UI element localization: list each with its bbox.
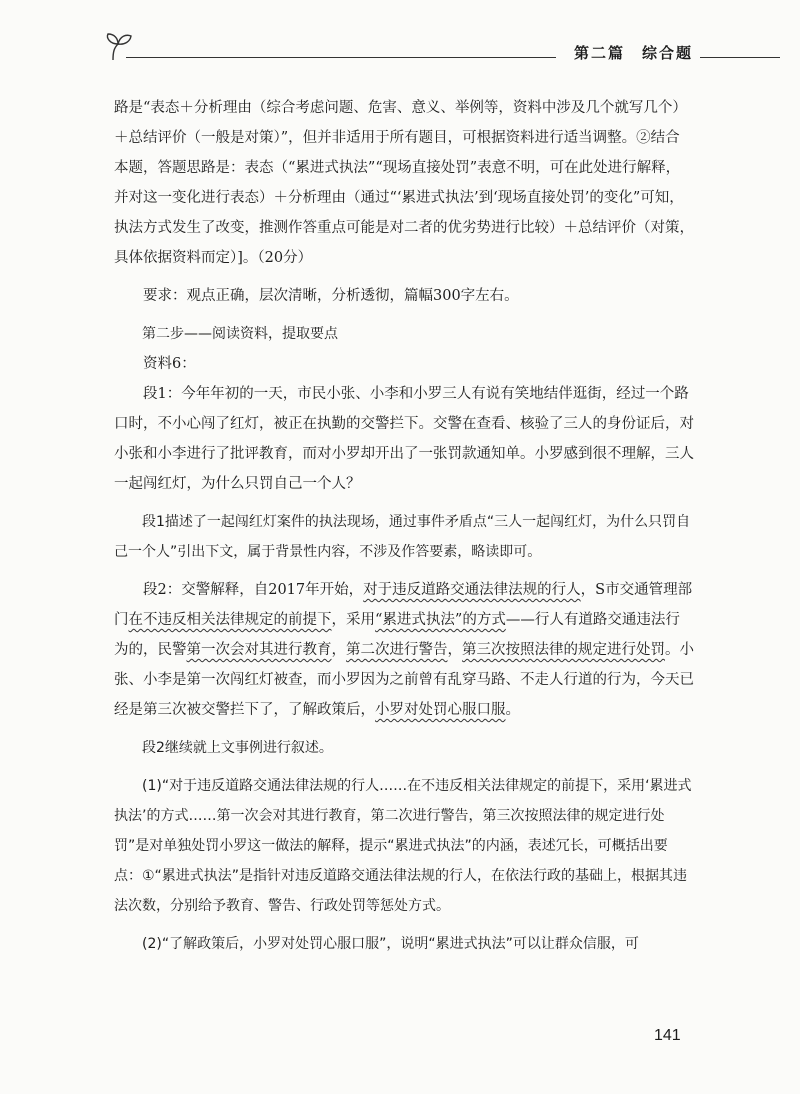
key-phrase-underlined: 对于违反道路交通法律法规的行人 <box>363 582 581 598</box>
page-number: 141 <box>654 1027 681 1044</box>
header-rule-left <box>126 57 556 58</box>
segment-1: 段1：今年年初的一天，市民小张、小李和小罗三人有说有笑地结伴逛街，经过一个路口时，不小心闯了红灯，被正在执勤的交警拦下。交警在查看、核验了三人的身份证后，对小张和小李进行了批评教育，而对小罗却开出了一张罚款通知单。小罗感到很不理解，三人一起闯红灯，为什么只罚自己一个人？ <box>114 386 694 492</box>
segment-2-text: ，采用 <box>331 612 375 628</box>
key-phrase-underlined: 第三次按照法律的规定进行处罚 <box>462 642 665 658</box>
segment-2-text: 。 <box>505 702 520 718</box>
analysis-point-2: (2)“了解政策后，小罗对处罚心服口服”，说明“累进式执法”可以让群众信服，可 <box>142 936 639 952</box>
section-title: 第二篇 综合题 <box>574 44 694 62</box>
paragraph-answer-approach: 路是“表态＋分析理由（综合考虑问题、危害、意义、举例等，资料中涉及几个就写几个）＋总结评价（一般是对策）”，但并非适用于所有题目，可根据资料进行适当调整。②结合本题，答题思路是：表态（“累进式执法”“现场直接处罚”表意不明，可在此处进行解释，并对这一变化进行表态）＋分析理由（通过“‘累进式执法’到‘现场直接处罚’的变化”可知，执法方式发生了改变，推测作答重点可能是对二者的优劣势进行比较）＋总结评价（对策，具体依据资料而定）]。（20分） <box>114 100 694 266</box>
page-body <box>114 93 694 967</box>
step-two-heading: 第二步——阅读资料，提取要点 <box>142 326 338 342</box>
segment-2-text: ，S市交通管理部门 <box>114 582 693 628</box>
material-label: 资料6： <box>143 356 196 372</box>
analysis-point-1: (1)“对于违反道路交通法律法规的行人……在不违反相关法律规定的前提下，采用‘累进式执法’的方式……第一次会对其进行教育，第二次进行警告，第三次按照法律的规定进行处罚”是对单独处罚小罗这一做法的解释，提示“累进式执法”的内涵，表述冗长，可概括出要点：①“累进式执法”是指针对违反道路交通法律法规的行人，在依法行政的基础上，根据其违法次数，分别给予教育、警告、行政处罚等惩处方式。 <box>114 778 692 914</box>
key-phrase-underlined: 第二次进行警告 <box>346 642 448 658</box>
segment-2-text: ——行人有道路交通违法行为的，民警 <box>114 612 680 658</box>
segment-2-analysis: 段2继续就上文事例进行叙述。 <box>142 740 333 756</box>
segment-2 <box>114 575 694 725</box>
key-phrase-underlined: 第一次会对其进行教育 <box>186 642 332 658</box>
key-phrase-underlined: “累进式执法”的方式 <box>375 612 506 628</box>
segment-2-text: 。小张、小李是第一次闯红灯被查，而小罗因为之前曾有乱穿马路、不走人行道的行为，今天已经是第三次被交警拦下了，了解政策后， <box>114 642 694 718</box>
segment-2-text: ， <box>331 642 346 658</box>
running-header <box>104 30 780 66</box>
requirement-text: 要求：观点正确，层次清晰，分析透彻，篇幅300字左右。 <box>143 288 519 304</box>
key-phrase-underlined: 小罗对处罚心服口服 <box>375 702 506 718</box>
segment-2-text: 段2：交警解释，自2017年开始， <box>143 582 364 598</box>
header-rule-right <box>700 57 780 58</box>
segment-1-analysis: 段1描述了一起闯红灯案件的执法现场，通过事件矛盾点“三人一起闯红灯，为什么只罚自己一个人”引出下文，属于背景性内容，不涉及作答要素，略读即可。 <box>114 514 691 560</box>
key-phrase-underlined: 在不违反相关法律规定的前提下 <box>128 612 332 628</box>
segment-2-text: ， <box>447 642 462 658</box>
